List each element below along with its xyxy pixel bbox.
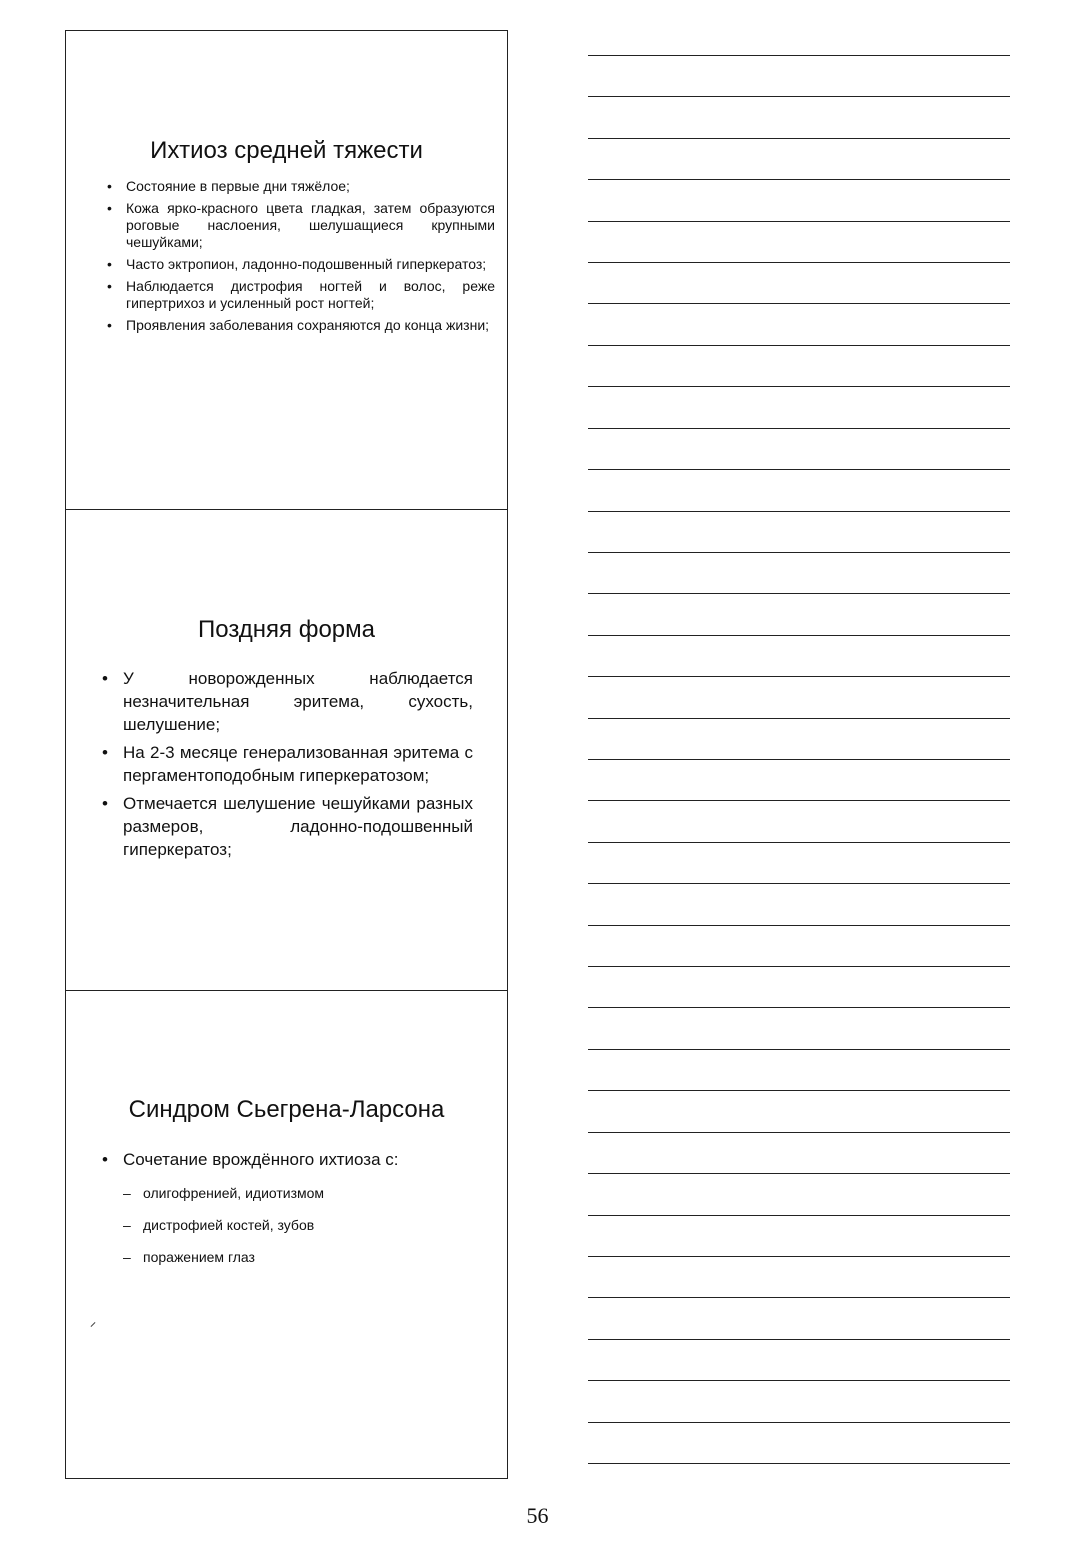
slide-title: Поздняя форма [197,616,375,643]
note-line [588,1463,1010,1464]
note-line [588,966,1010,967]
note-line [588,718,1010,719]
sub-bullet-item: – дистрофией костей, зубов [143,1216,483,1234]
note-line [588,262,1010,263]
bullet-item: • На 2-3 месяце генерализованная эритема с пергаментоподобным гиперкератозом; [123,741,473,787]
note-line [588,1090,1010,1091]
sub-bullet-list [143,1184,483,1280]
note-line [588,842,1010,843]
note-line [588,552,1010,553]
note-line [588,1380,1010,1381]
note-line [588,221,1010,222]
sub-bullet-item: – поражением глаз [143,1248,483,1266]
bullet-item: • Сочетание врождённого ихтиоза с: [123,1148,483,1171]
sub-bullet-item: – олигофренией, идиотизмом [143,1184,483,1202]
bullet-item: • Наблюдается дистрофия ногтей и волос, реже гипертрихоз и усиленный рост ногтей; [126,278,495,312]
note-line [588,138,1010,139]
note-line [588,55,1010,56]
pen-mark [91,1322,96,1327]
note-line [588,96,1010,97]
note-line [588,386,1010,387]
note-line [588,800,1010,801]
page-number: 56 [526,1503,549,1528]
bullet-item: • Проявления заболевания сохраняются до конца жизни; [126,317,495,334]
note-line [588,635,1010,636]
note-line [588,1132,1010,1133]
note-line [588,428,1010,429]
note-line [588,1215,1010,1216]
note-line [588,1422,1010,1423]
note-line [588,593,1010,594]
bullet-item: • Отмечается шелушение чешуйками разных размеров, ладонно-подошвенный гиперкератоз; [123,792,473,861]
bullet-item: • Часто эктропион, ладонно-подошвенный гиперкератоз; [126,256,495,273]
note-line [588,1297,1010,1298]
note-line [588,469,1010,470]
note-line [588,345,1010,346]
bullet-list [123,1148,483,1171]
note-line [588,303,1010,304]
notes-lines [588,0,1010,1500]
note-line [588,1007,1010,1008]
bullet-list [123,667,473,866]
slide-2 [65,509,508,991]
bullet-item: • У новорожденных наблюдается незначительная эритема, сухость, шелушение; [123,667,473,736]
note-line [588,179,1010,180]
note-line [588,759,1010,760]
slide-title: Ихтиоз средней тяжести [150,137,423,164]
slide-1 [65,30,508,510]
bullet-item: • Кожа ярко-красного цвета гладкая, затем образуются роговые наслоения, шелушащиеся крупными чешуйками; [126,200,495,251]
note-line [588,676,1010,677]
note-line [588,1256,1010,1257]
note-line [588,1173,1010,1174]
note-line [588,511,1010,512]
bullet-item: • Состояние в первые дни тяжёлое; [126,178,495,195]
slide-3 [65,990,508,1479]
note-line [588,1339,1010,1340]
note-line [588,1049,1010,1050]
slide-title: Синдром Сьегрена-Ларсона [128,1096,445,1123]
note-line [588,883,1010,884]
bullet-list [126,178,495,339]
note-line [588,925,1010,926]
